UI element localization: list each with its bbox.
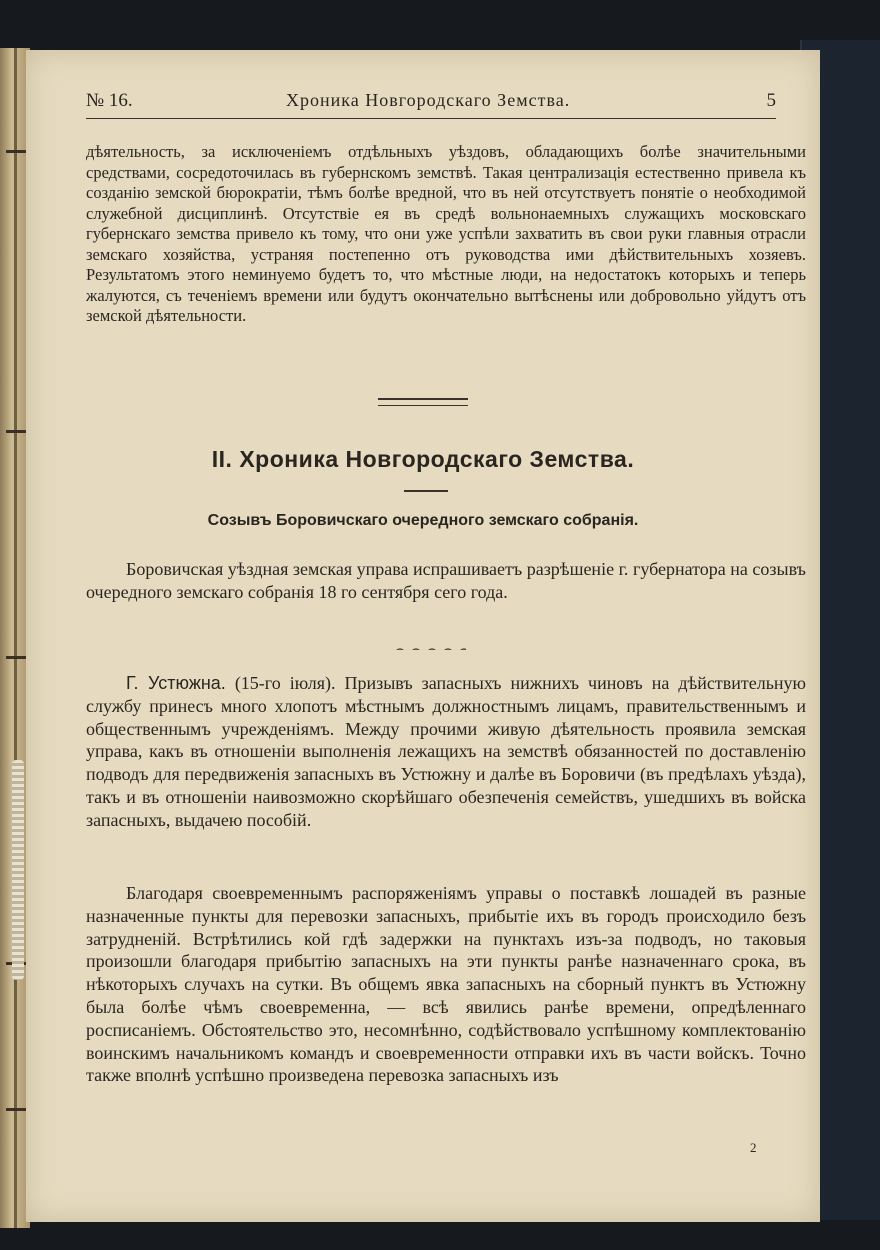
section-divider: [378, 398, 468, 406]
header-rule: [86, 118, 776, 119]
section-subtitle: Созывъ Боровичскаго очередного земскаго собранiя.: [207, 512, 639, 529]
running-header: [86, 90, 776, 120]
binding-stitch: [6, 1108, 28, 1111]
report-paragraph-1-text: (15-го iюля). Призывъ запасныхъ нижнихъ чиновъ на дѣйствительную службу принесъ много хлопотъ мѣстнымъ должностнымъ лицамъ, правительственнымъ и общественнымъ учрежденiямъ. Между прочими живую дѣятельность проявила земская управа, какъ въ отношенiи выполненiя лежащихъ на земствѣ обязанностей по доставленiю подводъ для передвиженiя запасныхъ въ Устюжну и далѣе въ Боровичи (въ предѣлахъ уѣзда), такъ и въ отношенiи наивозможно скорѣйшаго обезпеченiя семействъ, ушедшихъ въ войска запасныхъ, выдачею пособiй.: [86, 673, 807, 830]
title-rule: [404, 490, 448, 492]
notice-paragraph: Боровичская уѣздная земская управа испрашиваетъ разрѣшенiе г. губернатора на созывъ очередного земскаго собранiя 18 го сентября сего года.: [86, 559, 806, 602]
report-paragraph-1: [86, 672, 806, 832]
binding-stitch: [6, 150, 28, 153]
wavy-divider: [396, 642, 466, 650]
binding-stitch: [6, 430, 28, 433]
page-number: 5: [766, 90, 776, 111]
running-title: Хроника Новгородскаго Земства.: [286, 90, 571, 110]
book-page: [26, 50, 820, 1222]
binding-stitch: [6, 656, 28, 659]
report-paragraph-2: Благодаря своевременнымъ распоряженiямъ управы о поставкѣ лошадей въ разные назначенные пункты для перевозки запасныхъ, прибытiе ихъ въ городъ происходило безъ затрудненiй. Встрѣтились кой гдѣ задержки на пунктахъ изъ-за подводъ, но таковыя произошли благодаря прибытiю запасныхъ на эти пункты ранѣе назначеннаго срока, въ нѣкоторыхъ случахъ на сутки. Въ общемъ явка запасныхъ на сборный пунктъ въ Устюжну была болѣе чѣмъ своевременна, — всѣ явились ранѣе времени, опредѣленнаго росписанiемъ. Обстоятельство это, несомнѣнно, содѣйствовало успѣшному комплектованiю воинскимъ начальникомъ командъ и своевременности отправки ихъ въ части войскъ. Точно также вполнѣ успѣшно произведена перевозка запасныхъ изъ: [86, 883, 806, 1086]
report-town: Г. Устюжна.: [126, 673, 226, 693]
binding-thread: [12, 760, 24, 980]
section-title: II. Хроника Новгородскаго Земства.: [211, 446, 635, 472]
issue-number: № 16.: [86, 90, 133, 111]
spine-gutter: [14, 48, 17, 1228]
top-paragraph: дѣятельность, за исключенiемъ отдѣльныхъ уѣздовъ, обладающихъ болѣе значительными средствами, сосредоточилась въ губернскомъ земствѣ. Такая централизацiя естественно привела къ созданiю земской бюрократiи, тѣмъ болѣе вредной, что въ ней отсутствуетъ понятiе о необходимой служебной дисциплинѣ. Отсутствiе ея въ средѣ вольнонаемныхъ служащихъ московскаго губернскаго земства привело къ тому, что они уже успѣли захватить въ свои руки главныя отрасли земскаго хозяйства, устраняя постепенно отъ руководства ими дѣйствительныхъ хозяевъ. Результатомъ этого неминуемо будетъ то, что мѣстные люди, на недостатокъ которыхъ и теперь жалуются, съ теченiемъ времени или будутъ окончательно вытѣснены или добровольно уйдутъ отъ земской дѣятельности.: [86, 142, 806, 325]
signature-mark: 2: [750, 1140, 757, 1155]
